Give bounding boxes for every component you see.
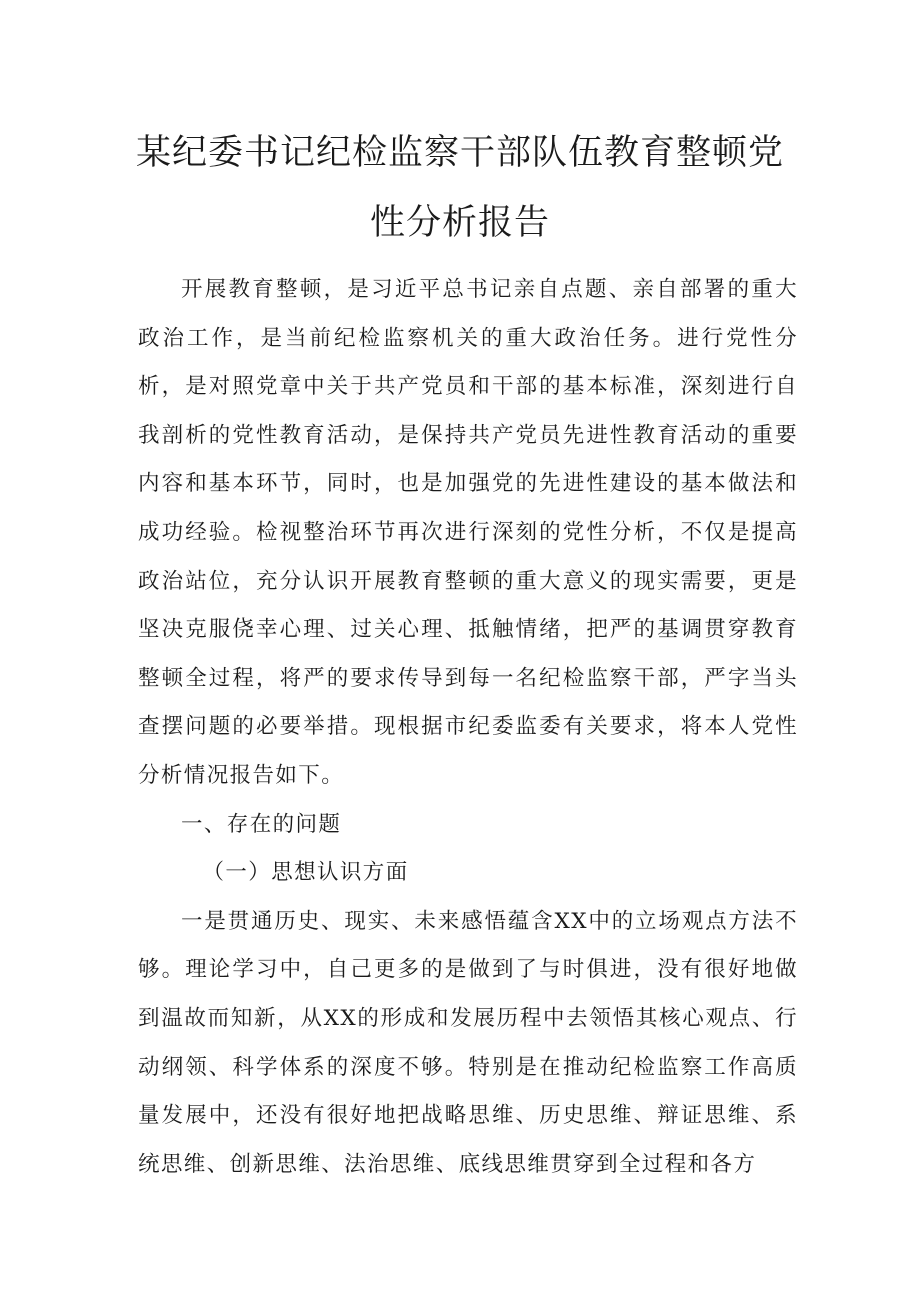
document-body [138,266,798,1189]
document-title-line-1: 某纪委书记纪检监察干部队伍教育整顿党 [135,133,784,173]
document-title-line-2: 性分析报告 [369,203,550,243]
paragraph-point-one: 一是贯通历史、现实、未来感悟蕴含XX中的立场观点方法不够。理论学习中，自己更多的是做到了与时俱进，没有很好地做到温故而知新，从XX的形成和发展历程中去领悟其核心观点、行动纲领、科学体系的深度不够。特别是在推动纪检监察工作高质量发展中，还没有很好地把战略思维、历史思维、辩证思维、系统思维、创新思维、法治思维、底线思维贯穿到全过程和各方 [138,908,798,1177]
paragraph-intro: 开展教育整顿，是习近平总书记亲自点题、亲自部署的重大政治工作，是当前纪检监察机关的重大政治任务。进行党性分析，是对照党章中关于共产党员和干部的基本标准，深刻进行自我剖析的党性教育活动，是保持共产党员先进性教育活动的重要内容和基本环节，同时，也是加强党的先进性建设的基本做法和成功经验。检视整治环节再次进行深刻的党性分析，不仅是提高政治站位，充分认识开展教育整顿的重大意义的现实需要，更是坚决克服侥幸心理、过关心理、抵触情绪，把严的基调贯穿教育整顿全过程，将严的要求传导到每一名纪检监察干部，严字当头查摆问题的必要举措。现根据市纪委监委有关要求，将本人党性分析情况报告如下。 [138,277,798,788]
section-heading-problems: 一、存在的问题 [181,811,342,837]
subsection-heading-thinking: （一）思想认识方面 [202,860,409,886]
